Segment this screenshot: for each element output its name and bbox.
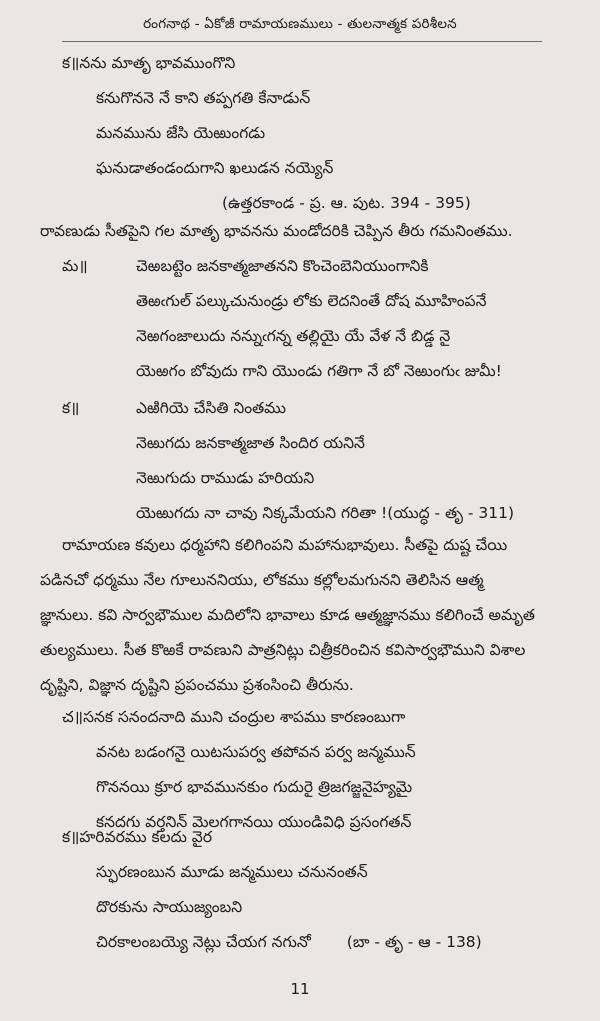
verse-5-line-3: దొరకును సాయుజ్యంబని — [96, 898, 243, 916]
verse-4-line-1: సనక సనందనాది ముని చంద్రుల శాపము కారణంబుగా — [83, 708, 406, 726]
paragraph-2 — [40, 528, 578, 703]
paragraph-2-line-1: రామాయణ కవులు ధర్మహాని కలిగింపని మహానుభావులు. సీతపై దుష్ట చేయి — [62, 536, 508, 554]
verse-5-line-1: హరివరము కలదు వైర — [79, 828, 213, 846]
verse-4-line-3: గొననయి క్రూర భావమునకుం గుదురై త్రిజగజ్జనైహ్యమై — [96, 778, 413, 796]
verse-5-meter-label: క॥ — [62, 828, 80, 846]
paragraph-2-line-3: జ్ఞానులు. కవి సార్వభౌముల మదిలోని భావాలు కూడ ఆత్మజ్ఞానము కలిగించే అమృత — [40, 606, 535, 624]
verse-3-line-3: నెఱుగుదు రాముడు హరియని — [136, 469, 315, 487]
running-header: రంగనాథ - ఏకోజీ రామాయణములు - తులనాత్మక పరిశీలన — [143, 16, 457, 32]
verse-3-line-1: ఎఱిగియె చేసితి నింతము — [136, 399, 286, 417]
header-rule — [62, 41, 542, 42]
verse-4-meter-label: చ॥ — [62, 708, 84, 726]
verse-1-line-4: ఘనుడాతండందుగాని ఖలుడన నయ్యెన్ — [96, 159, 334, 177]
verse-4-line-2: వనట బడంగనై యిటసుపర్వ తపోవన పర్వ జన్మమున్ — [96, 743, 416, 761]
verse-1-citation: (ఉత్తరకాండ - ప్ర. ఆ. పుట. 394 - 395) — [222, 194, 471, 212]
paragraph-2-line-2: పడినచో ధర్మము నేల గూలుననియు, లోకము కల్లోలమగునని తెలిసిన ఆత్మ — [40, 571, 484, 589]
verse-1-line-1: నను మాతృ భావముంగొని — [79, 54, 236, 72]
verse-5-line-2: స్ఫురణంబున మూడు జన్మములు చనునంతన్ — [96, 863, 368, 881]
paragraph-1-text: రావణుడు సీతపైని గల మాతృ భావనను మండోదరికి చెప్పిన తీరు గమనింతము. — [40, 222, 513, 240]
paragraph-2-line-5: దృష్టిని, విజ్ఞాన దృష్టిని ప్రపంచము ప్రశంసించి తీరును. — [40, 676, 354, 694]
verse-2-line-2: తెఱఁగుల్ పల్కుచునుండ్రు లోకు లెదనింతే దోష మూహింపనే — [136, 292, 487, 310]
verse-2-line-4: యెఱగం బోవుదు గాని యొండు గతిగా నే బో నెఱుంగుఁ జుమీ! — [136, 362, 502, 380]
verse-4-line-4: కనదగు వర్తనిన్ మెలగగానయి యుండివిధి ప్రసంగతన్ — [96, 813, 412, 831]
verse-2-line-1: చెఱబట్టెం జనకాత్మజాతనని కొంచెంబెనియుంగానికి — [136, 257, 429, 275]
verse-5-citation: (బా - తృ - ఆ - 138) — [346, 933, 482, 951]
verse-3-meter-label: క॥ — [62, 399, 80, 417]
paragraph-2-line-4: తుల్యములు. సీత కొఱకే రావణుని పాత్రనిట్లు చిత్రీకరించిన కవిసార్వభౌముని విశాల — [40, 641, 526, 659]
verse-1 — [62, 46, 576, 221]
verse-1-line-2: కనుగొననె నే కాని తప్పగతి కేనాడున్ — [96, 89, 311, 107]
verse-5 — [62, 820, 576, 960]
verse-2-meter-label: మ॥ — [62, 257, 88, 275]
verse-3-line-4: యెఱుగదు నా చావు నిక్కమేయని గరితా ! — [136, 504, 388, 522]
verse-1-meter-label: క॥ — [62, 54, 80, 72]
verse-2 — [62, 249, 576, 389]
verse-3 — [62, 391, 576, 531]
paragraph-1 — [40, 214, 578, 249]
verse-3-line-2: నెఱుగదు జనకాత్మజాత సిందిర యనినే — [136, 434, 365, 452]
verse-3-citation: (యుద్ధ - తృ - 311) — [387, 504, 515, 522]
verse-5-line-4: చిరకాలంబయ్యె నెట్లు చేయగ నగునో — [96, 933, 311, 951]
verse-1-line-3: మనమును జేసి యెఱుంగడు — [96, 124, 266, 142]
page-number: 11 — [290, 980, 310, 998]
verse-2-line-3: నెఱగంజాలుదు నన్నుఁగన్న తల్లియై యే వేళ నే బిడ్డ నై — [136, 327, 451, 345]
verse-4 — [62, 700, 576, 840]
